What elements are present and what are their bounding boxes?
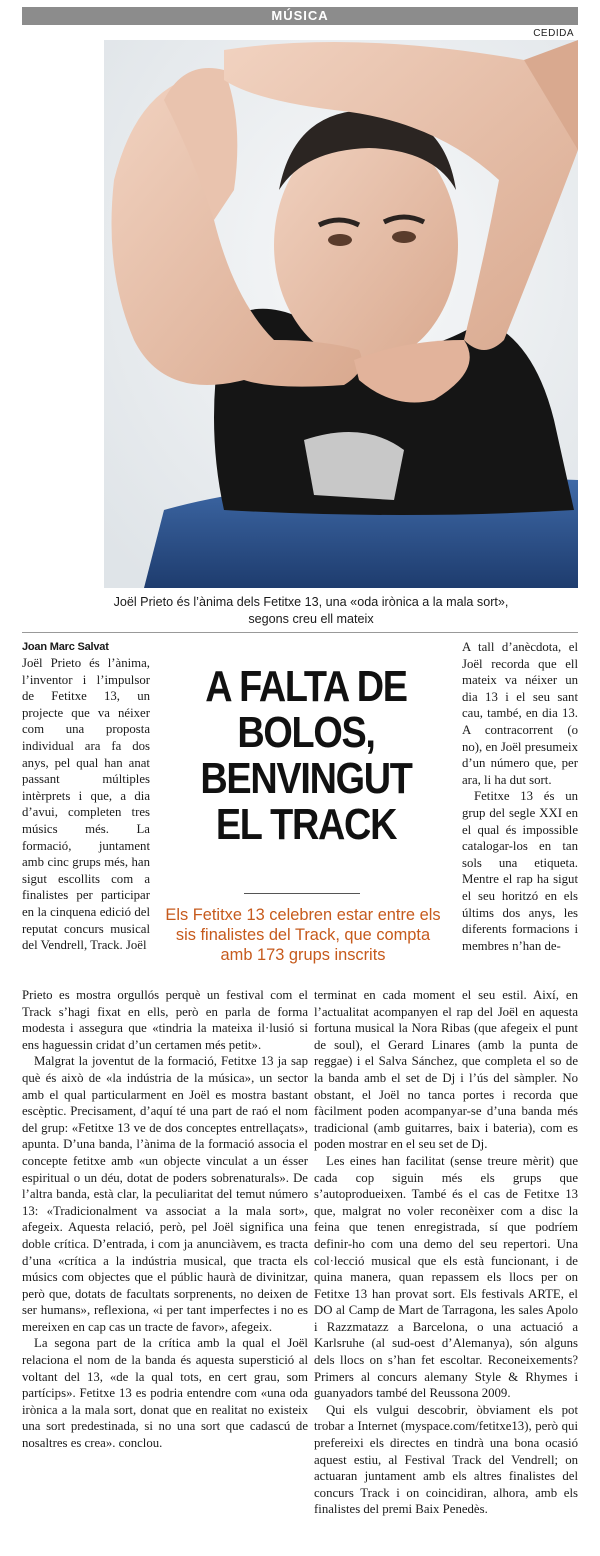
article-photo: [104, 40, 578, 588]
article-paragraph: Fetitxe 13 és un grup del segle XXI en el qual és impossible catalogar-los en tan sols una etiqueta. Mentre el rap ha sigut el seu horitzó en els últims dos anys, les diferents formacions i membres n’han de-: [462, 789, 578, 953]
subheadline: Els Fetitxe 13 celebren estar entre els sis finalistes del Track, que compta amb 173 grups inscrits: [165, 906, 441, 964]
article-paragraph: terminat en cada moment el seu estil. Així, en l’actualitat acompanyen el rap del Joël en aquesta fortuna musical la Nora Ribas (que afegeix el punt de soul), el Gerard Linares (amb la punta de reggae) i el Salva Sánchez, que completa el so de la banda amb el set de Dj i l’ús del sàmpler. No obstant, el Joël no tanca portes i recorda que fàcilment poden acompanyar-se d’una banda més tradicional (amb guitarres, baix i bateria), com es poden mostrar en el seu set de Dj.: [314, 988, 578, 1152]
article-paragraph: Malgrat la joventut de la formació, Fetitxe 13 ja sap què és això de «la indústria de la música», un sector amb el qual particularment en Joël es mostra bastant escèptic. Precisament, d’aquí té una part de raó el nom del grup: «Fetitxe 13 ve de dos conceptes entrellaçats», apunta. D’una banda, l’ànima de la formació associa el concepte fetitxe amb «un objecte vinculat a un ésser espiritual o un déu, dotat de poders sobrenaturals». De l’altra banda, està clar, la peculiaritat del temut número 13: «Tradicionalment va associat a la mala sort», afegeix. Aquesta relació, però, pel Joël significa una doble crítica. D’entrada, i com ja anunciàvem, es tracta d’una «crítica a la indústria musical, que tracta els músics com objectes que el públic haurà de divinitzar, però que, dotats de facultats sorprenents, no deixen de ser humans», reflexiona, «i per tant imperfectes i no es mereixen en cap cas un tracte de favor», afegeix.: [22, 1054, 308, 1334]
photo-caption: Joël Prieto és l’ànima dels Fetitxe 13, una «oda irònica a la mala sort», segons creu ell mateix: [113, 595, 509, 626]
section-header: MÚSICA: [22, 7, 578, 25]
article-paragraph: Joël Prieto és l’ànima, l’inventor i l’impulsor de Fetitxe 13, un projecte que va néixer com una proposta individual ara fa dos anys, pel qual han anat passant múltiples intèrprets i que, a dia d’avui, completen tres músics més. La formació, juntament amb cinc grups més, han sigut escollits com a finalistes per participar en la cinquena edició del reputat concurs musical del Vendrell, Track. Joël: [22, 656, 150, 953]
article-paragraph: A tall d’anècdota, el Joël recorda que ell mateix va néixer un dia 13 i el seu sant cau, també, en dia 13. A contracorrent (o no), en Joël presumeix d’un número que, per ara, li ha dut sort.: [462, 640, 578, 787]
article-paragraph: La segona part de la crítica amb la qual el Joël relaciona el nom de la banda és aquesta superstició al voltant del 13, «de la qual tots, en cert grau, som partícips». Fetitxe 13 es podria entendre com «una oda irònica a la mala sort, donat que en realitat no existeix una sort predestinada, si no una sort que cadascú de nosaltres es crea». conclou.: [22, 1336, 308, 1451]
article-column-right-wide: [314, 987, 578, 1518]
article-column-left-narrow: [22, 655, 150, 954]
headline-rule: [244, 893, 360, 894]
article-paragraph: Prieto es mostra orgullós perquè un festival com el Track s’hagi fixat en ells, però en parla de forma modesta i assegura que «tindria la mateixa il·lusió si ens haguessin cridat d’un certamen més petit».: [22, 988, 308, 1052]
caption-divider: [22, 632, 578, 633]
photo-credit: CEDIDA: [533, 28, 574, 39]
byline: Joan Marc Salvat: [22, 641, 109, 653]
article-column-right-narrow: [462, 639, 578, 954]
article-column-left-wide: [22, 987, 308, 1452]
article-paragraph: Les eines han facilitat (sense treure mèrit) que cada cop siguin més els grups que s’autoprodueixen. També és el cas de Fetitxe 13 que, malgrat no voler reconèixer com a disc la feina que tenen enregistrada, sí que podríem definir-ho com una demo del seu repertori. Una col·lecció musical que els està funcionant, i de quina manera, quan repassem els llocs per on Fetitxe 13 han provat sort. Els festivals ARTE, el DO al Camp de Mart de Tarragona, les sales Apolo i Razzmatazz a Barcelona, o una actuació a Karlsruhe (al sud-oest d’Alemanya), són alguns dels llocs on s’han fet escoltar. Reconeixements? Primers al concurs alemany Style & Rhymes i guanyadors també del Reussona 2009.: [314, 1153, 578, 1401]
article-paragraph: Qui els vulgui descobrir, òbviament els pot trobar a Internet (myspace.com/fetitxe13), però qui prefereixi els directes en tindrà una bona ocasió aquest estiu, al Festival Track del Vendrell; on actuaran juntament amb els altres finalistes del concurs Track i on coincidiran, alhora, amb els finalistes del premi Baix Penedès.: [314, 1402, 578, 1517]
headline: A FALTA DE BOLOS, BENVINGUT EL TRACK: [200, 662, 412, 849]
